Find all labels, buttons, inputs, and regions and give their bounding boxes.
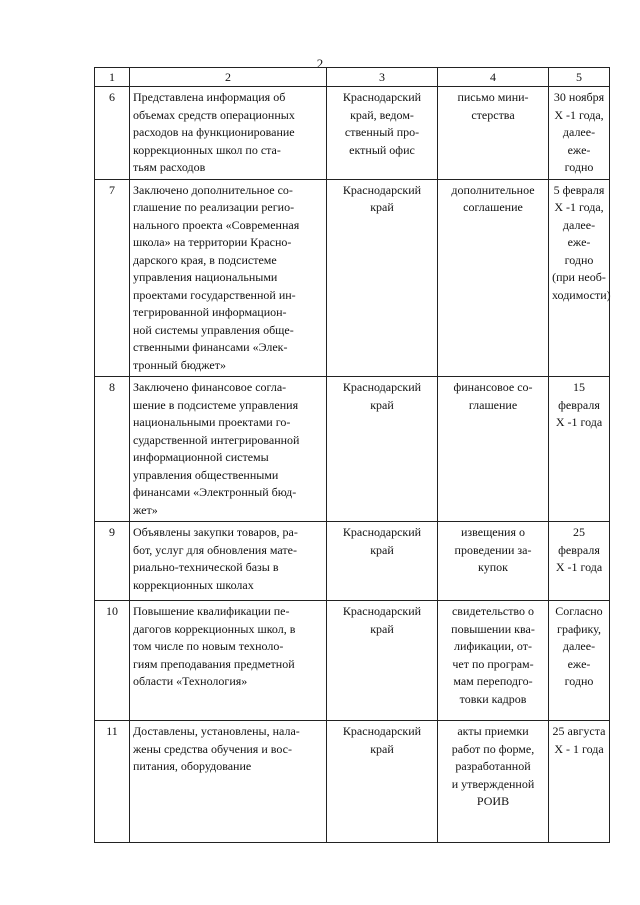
row-region: Краснодарский край [342,724,422,756]
row-document: письмо мини- стерства [457,90,529,122]
row-document: дополнительное соглашение [451,182,535,214]
row-number: 7 [95,179,130,377]
row-result: Повышение квалификации пе- дагогов коррекционных школ, в том числе по новым техноло- гиям преподавания предметной области «Технология» [133,604,296,688]
row-region: Краснодарский край [342,525,422,557]
header-col-1: 1 [95,68,130,87]
row-document: свидетельство о повышении ква- лификации, от- чет по програм- мам переподго- товки кадров [451,604,535,706]
row-number: 6 [95,87,130,180]
table-header-row [95,68,610,87]
table-row [95,721,610,843]
row-result: Заключено дополнительное со- глашение по реализации регио- нального проекта «Современная школа» на территории Красно- дарского края, в подсистеме управления национальными проектами государственной ин- тегрированной информацион- ной системы управления обще- ственными финансами «Элек- тронный бюджет» [133,182,300,372]
row-number: 8 [95,377,130,522]
row-date: 15 февраля X -1 года [555,380,603,429]
table-row [95,601,610,721]
row-region: Краснодарский край [342,182,422,214]
row-number: 11 [95,721,130,843]
row-result: Представлена информация об объемах средств операционных расходов на функционирование коррекционных школ по ста- тьям расходов [133,90,295,174]
row-result: Заключено финансовое согла- шение в подсистеме управления национальными проектами го- сударственной интегрированной информационной системы управления общественными финансами «Электронный бюд- жет» [133,380,300,517]
row-region: Краснодарский край, ведом- ственный про- ектный офис [342,90,422,157]
page-number: 2 [316,56,324,71]
row-region: Краснодарский край [342,380,422,412]
row-result: Объявлены закупки товаров, ра- бот, услуг для обновления мате- риально-технической базы в коррекционных школах [133,525,298,592]
row-number: 9 [95,522,130,601]
row-region: Краснодарский край [342,604,422,636]
row-date: 25 августа X - 1 года [552,724,606,756]
row-date: 25 февраля X -1 года [555,525,603,574]
row-date: Согласно графику, далее-еже- годно [555,604,603,688]
schedule-table [94,67,610,843]
table-row [95,179,610,377]
row-date: 5 февраля X -1 года, далее-еже- годно (при необ- ходимости) [552,182,611,302]
row-date: 30 ноября X -1 года, далее-еже- годно [553,90,605,174]
row-document: акты приемки работ по форме, разработанной и утвержденной РОИВ [451,724,535,808]
row-result: Доставлены, установлены, нала- жены средства обучения и вос- питания, оборудование [133,724,300,773]
table-row [95,377,610,522]
header-col-2: 2 [130,68,327,87]
row-document: финансовое со- глашение [453,380,533,412]
row-number: 10 [95,601,130,721]
header-col-3: 3 [327,68,438,87]
table-row [95,522,610,601]
header-col-5: 5 [549,68,610,87]
header-col-4: 4 [438,68,549,87]
row-document: извещения о проведении за- купок [454,525,532,574]
table-row [95,87,610,180]
